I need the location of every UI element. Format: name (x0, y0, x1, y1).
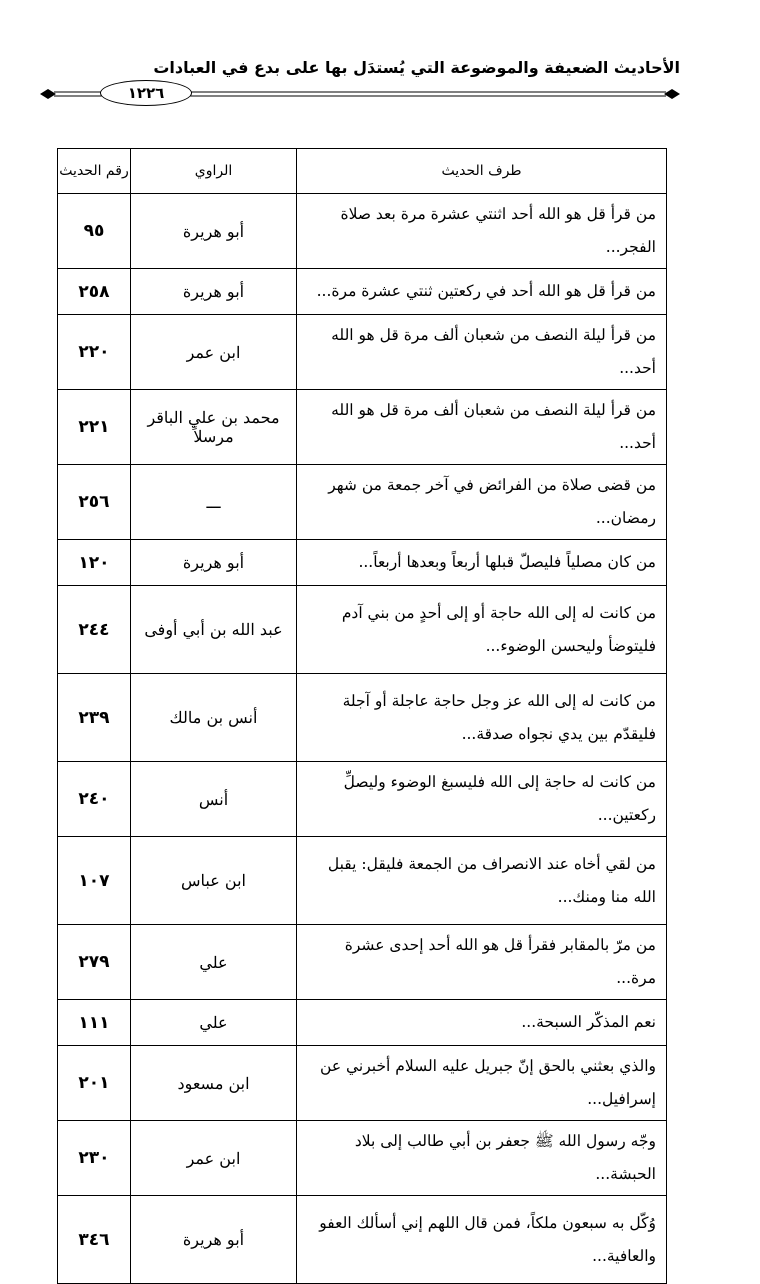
table-row (58, 194, 667, 269)
hadith-number: ١٠٧ (58, 837, 131, 925)
hadith-number: ٢٢١ (58, 390, 131, 465)
hadith-number: ٢٣٩ (58, 674, 131, 762)
hadith-text: من لقي أخاه عند الانصراف من الجمعة فليقل: يقبل الله منا ومنك... (297, 837, 667, 925)
hadith-text: وُكّل به سبعون ملكاً، فمن قال اللهم إني أسألك العفو والعافية... (297, 1196, 667, 1284)
hadith-number: ٢٤٤ (58, 586, 131, 674)
table-row (58, 1046, 667, 1121)
header-hadith: طرف الحديث (297, 149, 667, 194)
narrator-name: ابن عمر (131, 315, 297, 390)
narrator-name: أبو هريرة (131, 269, 297, 315)
table-row (58, 390, 667, 465)
hadith-number: ٢٧٩ (58, 925, 131, 1000)
hadith-number: ١١١ (58, 1000, 131, 1046)
hadith-text: من قرأ قل هو الله أحد اثنتي عشرة مرة بعد صلاة الفجر... (297, 194, 667, 269)
narrator-name: ـــ (131, 465, 297, 540)
page-number: ١٢٢٦ (100, 80, 192, 106)
hadith-text: من كانت له حاجة إلى الله فليسبغ الوضوء وليصلِّ ركعتين... (297, 762, 667, 837)
narrator-name: عبد الله بن أبي أوفى (131, 586, 297, 674)
table-row (58, 540, 667, 586)
hadith-number: ٢٢٠ (58, 315, 131, 390)
hadith-text: والذي بعثني بالحق إنّ جبريل عليه السلام أخبرني عن إسرافيل... (297, 1046, 667, 1121)
hadith-text: من كانت له إلى الله حاجة أو إلى أحدٍ من بني آدم فليتوضأ وليحسن الوضوء... (297, 586, 667, 674)
table-header-row (58, 149, 667, 194)
table-row (58, 1196, 667, 1284)
table-row (58, 586, 667, 674)
narrator-name: ابن مسعود (131, 1046, 297, 1121)
table-row (58, 674, 667, 762)
table-row (58, 762, 667, 837)
narrator-name: أنس (131, 762, 297, 837)
hadith-number: ٢٤٠ (58, 762, 131, 837)
narrator-name: محمد بن علي الباقر مرسلاً (131, 390, 297, 465)
table-row (58, 925, 667, 1000)
table-row (58, 1000, 667, 1046)
table-row (58, 465, 667, 540)
hadith-text: من كانت له إلى الله عز وجل حاجة عاجلة أو آجلة فليقدّم بين يدي نجواه صدقة... (297, 674, 667, 762)
running-header (40, 50, 680, 100)
hadith-number: ١٢٠ (58, 540, 131, 586)
hadith-text: من قرأ ليلة النصف من شعبان ألف مرة قل هو الله أحد... (297, 390, 667, 465)
hadith-text: من قرأ ليلة النصف من شعبان ألف مرة قل هو الله أحد... (297, 315, 667, 390)
narrator-name: علي (131, 925, 297, 1000)
hadith-number: ٢٣٠ (58, 1121, 131, 1196)
hadith-number: ٢٥٦ (58, 465, 131, 540)
narrator-name: ابن عباس (131, 837, 297, 925)
hadith-number: ٢٠١ (58, 1046, 131, 1121)
narrator-name: أبو هريرة (131, 194, 297, 269)
hadith-text: من مرّ بالمقابر فقرأ قل هو الله أحد إحدى عشرة مرة... (297, 925, 667, 1000)
table-row (58, 1121, 667, 1196)
hadith-text: من قرأ قل هو الله أحد في ركعتين ثنتي عشرة مرة... (297, 269, 667, 315)
hadith-text: وجّه رسول الله ﷺ جعفر بن أبي طالب إلى بلاد الحبشة... (297, 1121, 667, 1196)
hadith-index-table (57, 148, 667, 1284)
table-row (58, 315, 667, 390)
header-number: رقم الحديث (58, 149, 131, 194)
narrator-name: أبو هريرة (131, 1196, 297, 1284)
hadith-text: نعم المذكّر السبحة... (297, 1000, 667, 1046)
hadith-number: ٩٥ (58, 194, 131, 269)
hadith-text: من قضى صلاة من الفرائض في آخر جمعة من شهر رمضان... (297, 465, 667, 540)
running-title: الأحاديث الضعيفة والموضوعة التي يُستدَل بها على بدع في العبادات (153, 58, 680, 77)
table-row (58, 269, 667, 315)
hadith-number: ٢٥٨ (58, 269, 131, 315)
table-row (58, 837, 667, 925)
narrator-name: أبو هريرة (131, 540, 297, 586)
narrator-name: أنس بن مالك (131, 674, 297, 762)
narrator-name: ابن عمر (131, 1121, 297, 1196)
header-narrator: الراوي (131, 149, 297, 194)
hadith-number: ٣٤٦ (58, 1196, 131, 1284)
narrator-name: علي (131, 1000, 297, 1046)
hadith-text: من كان مصلياً فليصلّ قبلها أربعاً وبعدها أربعاً... (297, 540, 667, 586)
